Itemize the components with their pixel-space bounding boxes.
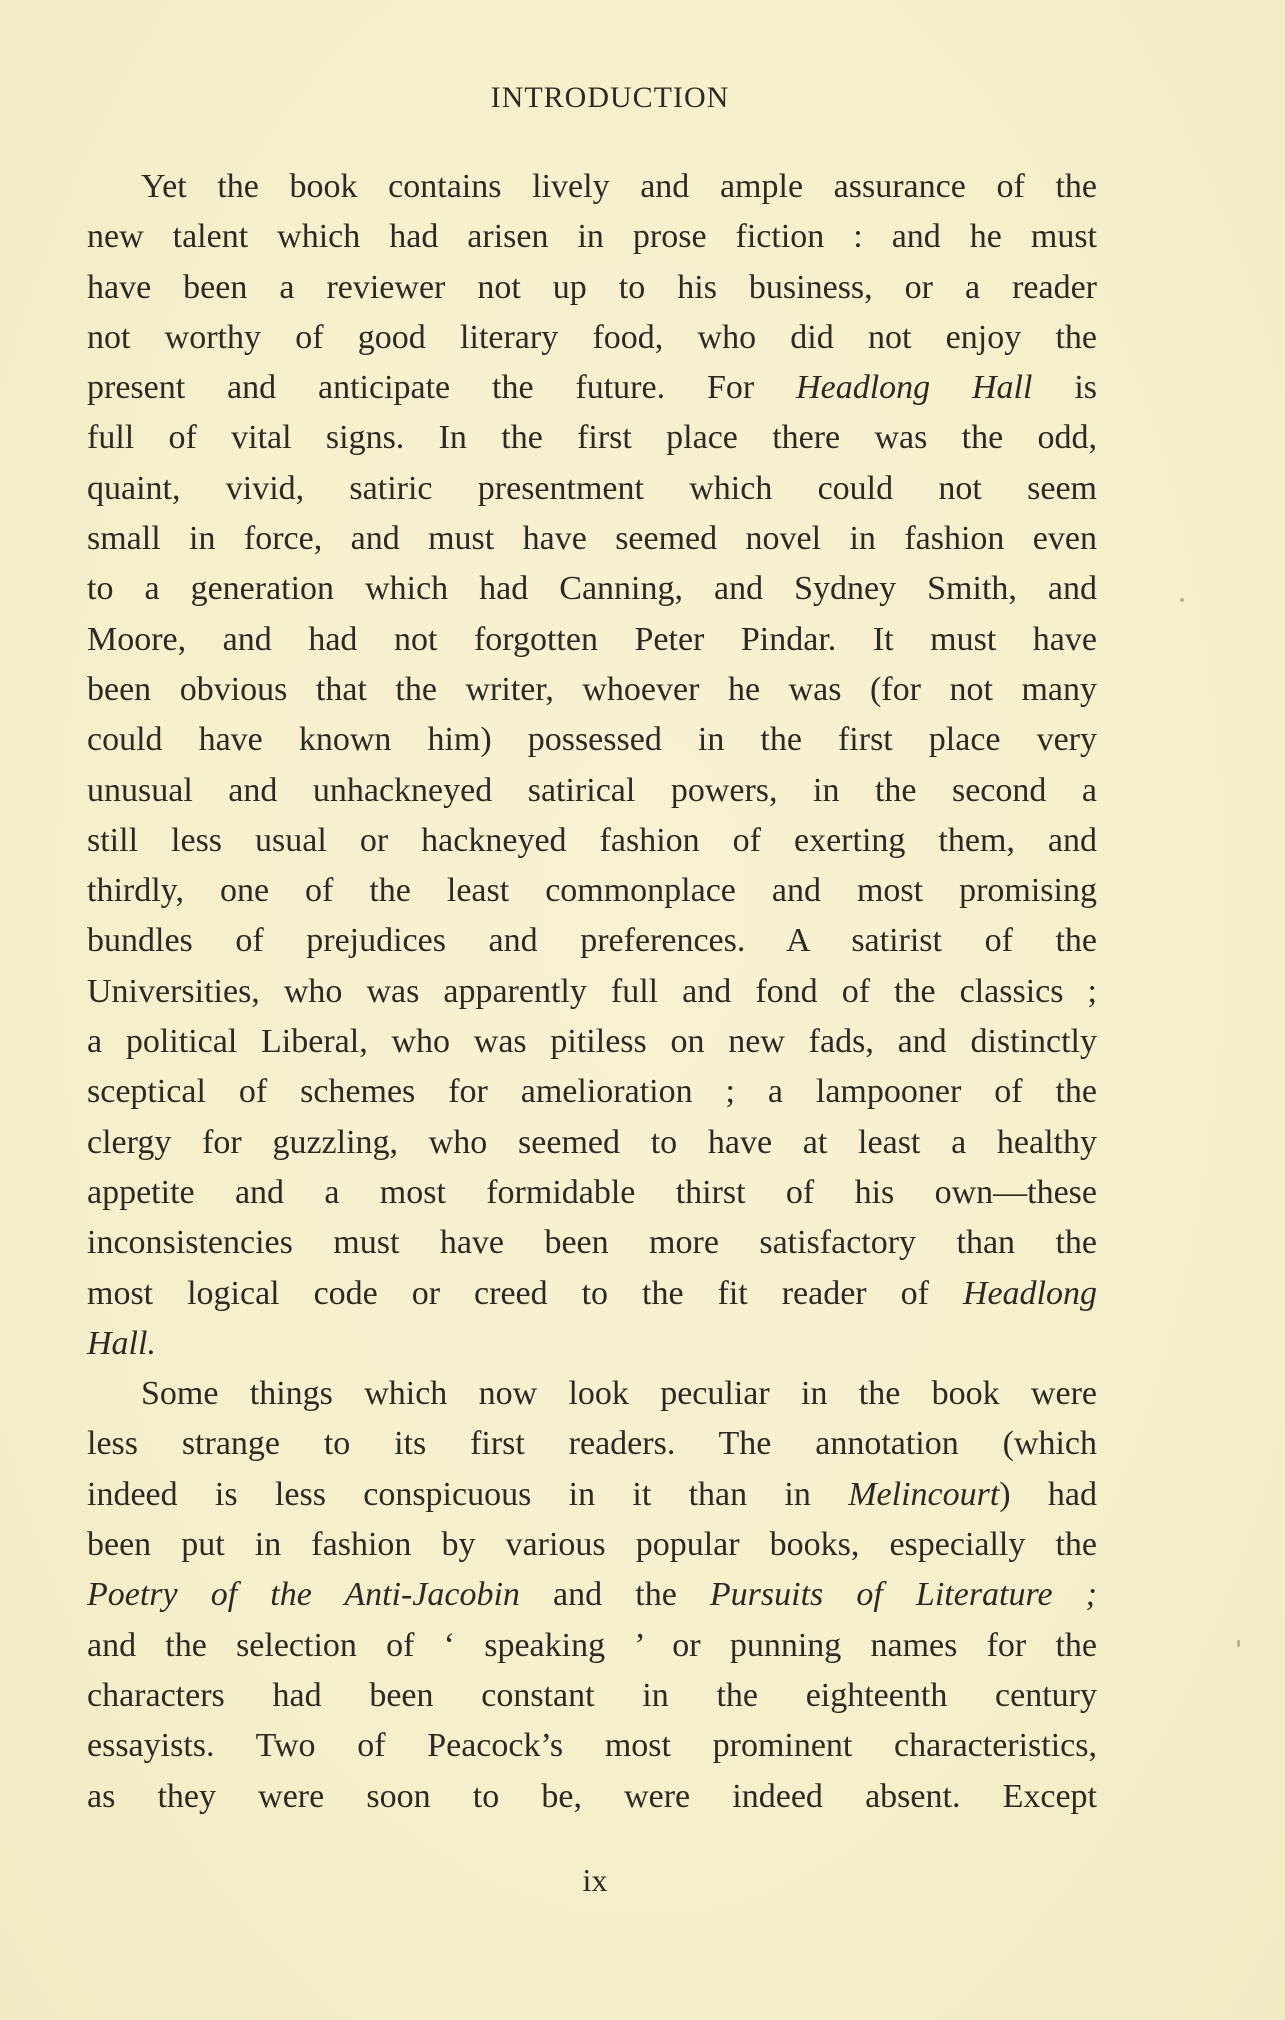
text-run: could have known him) possessed in the first place very xyxy=(87,721,1097,759)
text-line xyxy=(87,715,1097,765)
text-run: is xyxy=(1032,369,1097,407)
italic-title: Melincourt xyxy=(848,1475,1000,1513)
text-run: appetite and a most formidable thirst of his own—these xyxy=(87,1173,1097,1211)
text-run: quaint, vivid, satiric presentment which could not seem xyxy=(87,469,1097,507)
text-line xyxy=(87,615,1097,665)
text-line xyxy=(87,1118,1097,1168)
text-run: Moore, and had not forgotten Peter Pindar. It must have xyxy=(87,620,1097,658)
text-line xyxy=(87,1470,1097,1520)
italic-title: Headlong xyxy=(962,1274,1097,1312)
text-run: less strange to its first readers. The annotation (which xyxy=(87,1425,1097,1463)
italic-title: Hall. xyxy=(87,1324,156,1362)
text-line xyxy=(87,1168,1097,1218)
text-run: thirdly, one of the least commonplace and most promising xyxy=(87,872,1097,910)
text-run: new talent which had arisen in prose fiction : and he must xyxy=(87,218,1097,256)
text-line xyxy=(87,1772,1097,1822)
text-run: still less usual or hackneyed fashion of exerting them, and xyxy=(87,821,1097,859)
text-line xyxy=(87,916,1097,966)
text-line xyxy=(87,1319,1097,1369)
text-line xyxy=(87,816,1097,866)
text-run: to a generation which had Canning, and Sydney Smith, and xyxy=(87,570,1097,608)
italic-title: Headlong Hall xyxy=(796,369,1033,407)
body-text xyxy=(87,162,1097,1822)
text-run: a political Liberal, who was pitiless on new fads, and distinctly xyxy=(87,1023,1097,1061)
text-run: Yet the book contains lively and ample assurance of the xyxy=(141,168,1097,205)
text-line xyxy=(87,1269,1097,1319)
text-run: and the selection of ‘ speaking ’ or punning names for the xyxy=(87,1626,1097,1664)
running-head: INTRODUCTION xyxy=(490,81,730,114)
text-run: full of vital signs. In the first place there was the odd, xyxy=(87,419,1097,457)
text-line xyxy=(87,1017,1097,1067)
text-run: present and anticipate the future. For xyxy=(87,369,797,407)
text-line xyxy=(87,263,1097,313)
text-line xyxy=(87,1721,1097,1771)
text-line xyxy=(87,866,1097,916)
text-line xyxy=(87,1067,1097,1117)
text-line xyxy=(87,1419,1097,1469)
text-line xyxy=(87,1218,1097,1268)
text-line xyxy=(87,1621,1097,1671)
italic-title: Poetry of the Anti-Jacobin xyxy=(87,1576,520,1614)
text-run: Universities, who was apparently full and fond of the classics ; xyxy=(87,972,1097,1010)
text-run: unusual and unhackneyed satirical powers, in the second a xyxy=(87,771,1097,809)
text-line xyxy=(87,1671,1097,1721)
text-run: most logical code or creed to the fit reader of xyxy=(87,1274,963,1312)
text-run: Some things which now look peculiar in the book were xyxy=(141,1375,1097,1413)
text-line xyxy=(87,665,1097,715)
paper-speck xyxy=(1237,1640,1240,1647)
text-run: indeed is less conspicuous in it than in xyxy=(87,1475,849,1513)
text-run: ) had xyxy=(999,1475,1098,1513)
text-run: have been a reviewer not up to his business, or a reader xyxy=(87,268,1097,306)
text-line xyxy=(87,162,1097,212)
text-run: clergy for guzzling, who seemed to have at least a healthy xyxy=(87,1123,1097,1161)
text-run: bundles of prejudices and preferences. A satirist of the xyxy=(87,922,1097,960)
text-line xyxy=(87,564,1097,614)
text-run: and the xyxy=(519,1576,710,1614)
text-line xyxy=(87,967,1097,1017)
page-number: ix xyxy=(582,1862,608,1898)
text-run: been put in fashion by various popular books, especially the xyxy=(87,1526,1097,1564)
text-line xyxy=(87,766,1097,816)
text-line xyxy=(87,413,1097,463)
text-line xyxy=(87,313,1097,363)
text-run: essayists. Two of Peacock’s most prominent characteristics, xyxy=(87,1727,1097,1765)
paper-speck xyxy=(1180,598,1184,602)
text-run: sceptical of schemes for amelioration ; a lampooner of the xyxy=(87,1073,1097,1111)
text-run: small in force, and must have seemed novel in fashion even xyxy=(87,520,1097,558)
text-line xyxy=(87,1570,1097,1620)
italic-title: Pursuits of Literature ; xyxy=(709,1576,1097,1614)
text-run: as they were soon to be, were indeed absent. Except xyxy=(87,1777,1097,1815)
text-run: not worthy of good literary food, who did not enjoy the xyxy=(87,318,1097,356)
text-line xyxy=(87,1520,1097,1570)
text-run: been obvious that the writer, whoever he was (for not many xyxy=(87,670,1097,708)
text-line xyxy=(87,212,1097,262)
text-line xyxy=(87,514,1097,564)
text-line xyxy=(87,464,1097,514)
text-line xyxy=(87,1369,1097,1419)
text-run: characters had been constant in the eighteenth century xyxy=(87,1676,1097,1714)
text-run: inconsistencies must have been more satisfactory than the xyxy=(87,1224,1097,1262)
text-line xyxy=(87,363,1097,413)
